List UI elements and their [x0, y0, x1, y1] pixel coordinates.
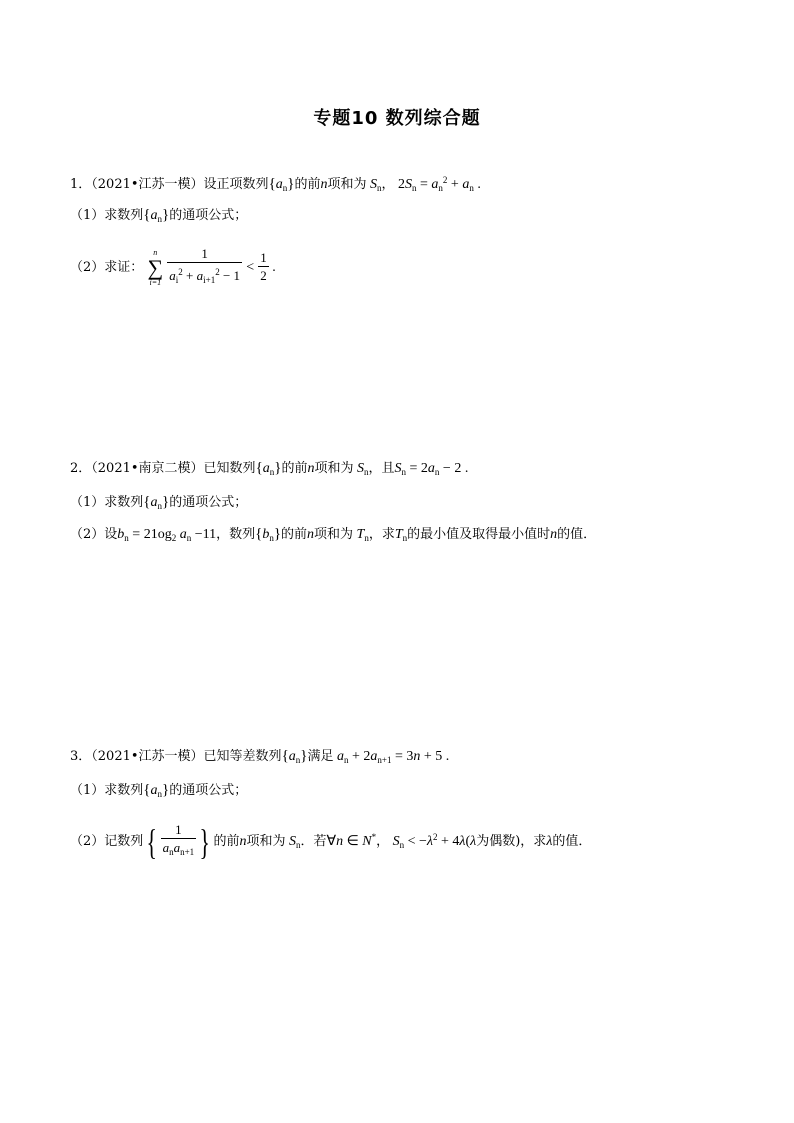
math: a [288, 749, 296, 764]
math: + 4 [437, 834, 460, 849]
math: . [268, 260, 276, 275]
part-label: （1） [70, 783, 105, 798]
right-brace-icon: } [199, 821, 210, 862]
math: = 2 [406, 461, 428, 476]
math: n [434, 467, 440, 477]
math: a [176, 527, 187, 542]
math: ∀ [326, 834, 337, 849]
q3-text: 项和为 [246, 834, 286, 849]
math: N [362, 834, 372, 849]
math: = [416, 177, 432, 192]
math: { [143, 782, 151, 798]
q3-stem [70, 746, 449, 770]
q3-fraction [161, 822, 197, 861]
math: S [405, 177, 413, 192]
math: n [157, 501, 162, 511]
math: + 2 [348, 749, 371, 764]
q2-text: 项和为 [314, 527, 354, 542]
math: } [287, 176, 295, 192]
q2-text: 项和为 [314, 461, 354, 476]
math: λ [459, 834, 466, 849]
math: a [150, 208, 158, 223]
math: 2 [171, 533, 177, 543]
math: * [371, 832, 377, 842]
numerator: 1 [260, 250, 267, 265]
part-label: （2） [70, 834, 105, 849]
math: < − [404, 834, 427, 849]
math: ( [465, 834, 471, 849]
q3-number: 3． [70, 749, 92, 764]
q2-text: 的前 [281, 527, 308, 542]
math: −11 [191, 527, 217, 542]
math: n [124, 533, 129, 543]
part-label: （1） [70, 495, 105, 510]
math: { [268, 176, 276, 192]
numerator: 1 [201, 246, 208, 261]
math: a [150, 495, 158, 510]
q1-text: 的前 [294, 177, 321, 192]
q2-text: ，且 [368, 461, 395, 476]
q3-text: 的前 [213, 834, 240, 849]
denominator: $a_i^2 + a_{i+1}^2 - 1$ [169, 267, 241, 285]
q2-text: ，数列 [216, 527, 256, 542]
math: n [157, 789, 162, 799]
q3-part1 [70, 780, 247, 804]
math: } [162, 782, 170, 798]
math: n [157, 214, 162, 224]
math: a [333, 749, 344, 764]
q1-text: 的通项公式； [169, 208, 248, 223]
math: S [353, 461, 364, 476]
q2-text: 的值． [557, 527, 597, 542]
math: n [307, 461, 315, 476]
sigma-icon: ∑ [147, 254, 164, 280]
math: b [117, 527, 125, 542]
math: n+1 [377, 755, 392, 765]
math: n [269, 467, 275, 477]
q1-text: 项和为 [327, 177, 367, 192]
math: n [469, 183, 474, 193]
q2-part1 [70, 492, 247, 516]
q1-stem [70, 170, 481, 198]
math: = 3 [391, 749, 414, 764]
math: { [143, 494, 151, 510]
math: n [377, 183, 382, 193]
math: a [427, 461, 435, 476]
math: λ [426, 834, 433, 849]
math: n [550, 527, 558, 542]
q2-text: 设 [104, 527, 118, 542]
math: 2 [433, 832, 438, 842]
math: 2 [442, 175, 448, 185]
math: n [364, 533, 369, 543]
math: n [186, 533, 192, 543]
summation-symbol [147, 248, 163, 288]
math: λ [470, 834, 477, 849]
math: + [447, 177, 463, 192]
half-fraction [258, 250, 269, 285]
q3-text: 已知等差数列 [203, 749, 282, 764]
q2-text: 的最小值及取得最小值时 [407, 527, 551, 542]
q2-number: 2． [70, 461, 92, 476]
math: b [262, 527, 270, 542]
math: a [431, 177, 439, 192]
q3-part2 [70, 822, 591, 861]
math: n [438, 183, 443, 193]
math: { [143, 207, 151, 223]
q3-source: （2021•江苏一模） [91, 749, 204, 764]
math: < [246, 260, 255, 275]
math: λ [546, 834, 553, 849]
q2-text: 的通项公式； [169, 495, 248, 510]
math: 2 [394, 177, 406, 192]
q3-text: ， [376, 834, 390, 849]
math: n [399, 840, 405, 850]
math: a [262, 461, 270, 476]
math: n [239, 834, 247, 849]
math: } [162, 207, 170, 223]
q1-text: 设正项数列 [203, 177, 269, 192]
math: S [394, 461, 402, 476]
math: a [275, 177, 283, 192]
part-label: （2） [70, 527, 105, 542]
math: n [364, 467, 369, 477]
math: n [320, 177, 328, 192]
sum-lower: i=1 [149, 277, 162, 287]
denominator: 2 [260, 268, 267, 283]
q2-text: 已知数列 [203, 461, 256, 476]
math: S [389, 834, 400, 849]
math: − 2 . [439, 461, 469, 476]
q2-source: （2021•南京二模） [91, 461, 204, 476]
math: S [366, 177, 377, 192]
math: a [462, 177, 470, 192]
q2-text: ，求 [368, 527, 395, 542]
math: a [150, 783, 158, 798]
math: = 21og [128, 527, 172, 542]
q3-text: ．若 [300, 834, 327, 849]
math: } [162, 494, 170, 510]
left-brace-icon: { [146, 821, 158, 862]
part-label: （1） [70, 208, 105, 223]
math: } [273, 526, 282, 542]
math: n [295, 840, 301, 850]
q2-stem [70, 458, 468, 482]
math: n [282, 183, 288, 193]
math: { [281, 748, 289, 764]
math: n [295, 755, 301, 765]
math: n [401, 467, 407, 477]
math: n [307, 527, 315, 542]
math: T [353, 527, 365, 542]
numerator: 1 [175, 822, 182, 837]
q3-text: 求数列 [104, 783, 144, 798]
math: n [336, 834, 344, 849]
q3-text: 为偶数)，求 [476, 834, 547, 849]
math: n [343, 755, 349, 765]
math: { [255, 526, 263, 542]
q1-part1 [70, 205, 247, 229]
q3-text: 的通项公式； [169, 783, 248, 798]
math: n [412, 183, 417, 193]
q2-text: 求数列 [104, 495, 144, 510]
q3-text: 满足 [307, 749, 334, 764]
math: ∈ [343, 834, 363, 849]
math: } [274, 460, 282, 476]
q1-text: ， [381, 177, 395, 192]
math: n [402, 533, 408, 543]
q3-text: 的值． [552, 834, 592, 849]
math: S [285, 834, 296, 849]
q3-text: 记数列 [104, 834, 144, 849]
math: . [473, 177, 481, 192]
math: n [269, 533, 274, 543]
q1-text: 求数列 [104, 208, 144, 223]
math: T [394, 527, 403, 542]
q1-text: 求证： [104, 260, 144, 275]
q1-part2 [70, 246, 276, 289]
q1-number: 1． [70, 177, 92, 192]
sum-upper: n [153, 247, 158, 257]
math: + 5 . [420, 749, 450, 764]
q2-part2 [70, 524, 596, 548]
math: a [370, 749, 378, 764]
denominator: $a_na_{n+1}$ [162, 840, 195, 857]
q1-fraction [167, 246, 242, 289]
q2-text: 的前 [281, 461, 308, 476]
math: n [413, 749, 421, 764]
page-title: 专题10 数列综合题 [313, 108, 481, 129]
q1-source: （2021•江苏一模） [91, 177, 204, 192]
part-label: （2） [70, 260, 105, 275]
math: } [300, 748, 308, 764]
math: { [255, 460, 263, 476]
